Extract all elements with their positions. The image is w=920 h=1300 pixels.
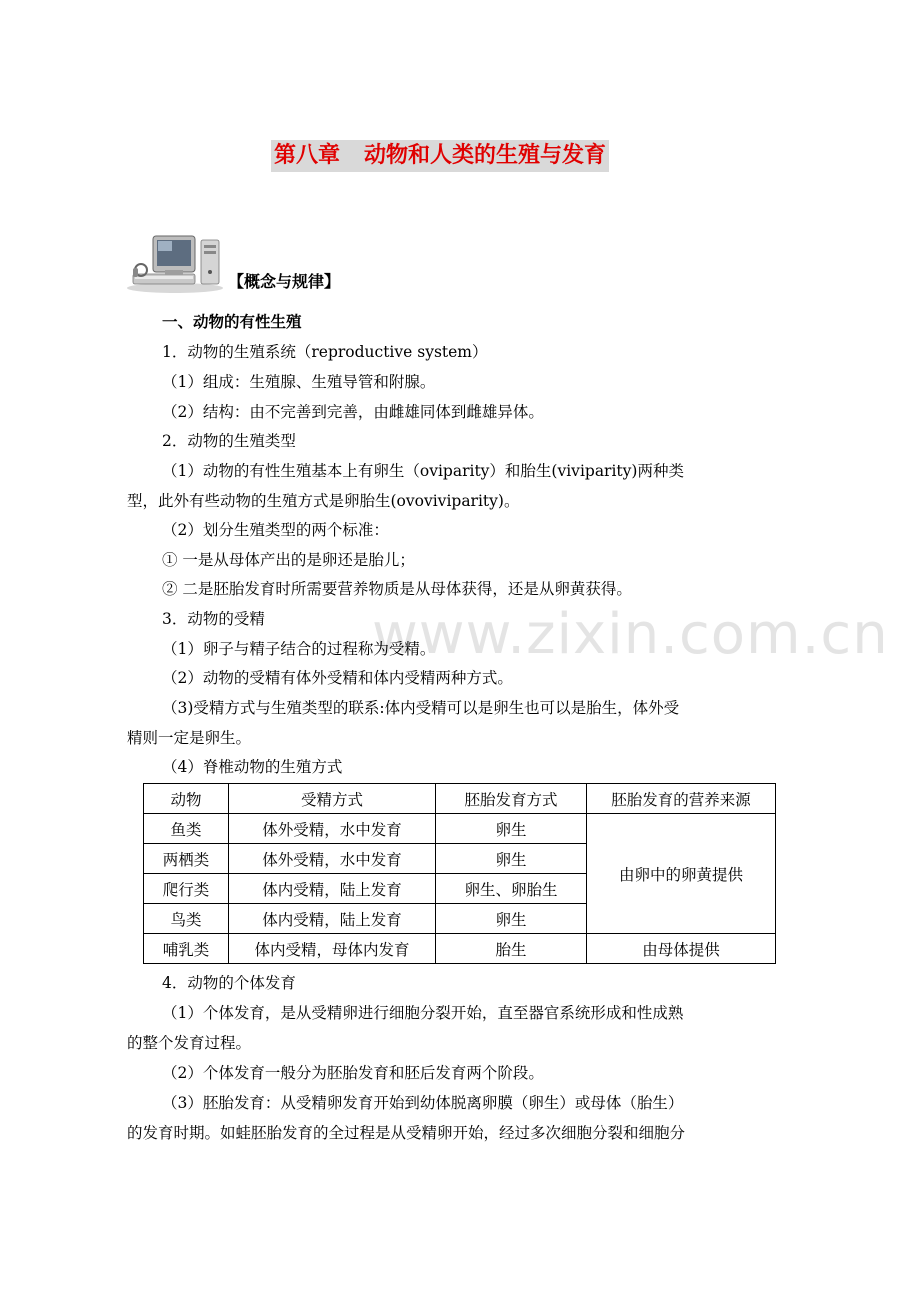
text-line: 的整个发育过程。 (127, 1034, 252, 1052)
table-cell: 体内受精，陆上发育 (229, 874, 436, 904)
text-line: （3)受精方式与生殖类型的联系:体内受精可以是卵生也可以是胎生，体外受 (162, 699, 680, 717)
chapter-title (271, 140, 609, 172)
table-cell: 卵生、卵胎生 (436, 874, 587, 904)
text-line: （2）动物的受精有体外受精和体内受精两种方式。 (162, 669, 513, 687)
table-header: 胚胎发育的营养来源 (587, 784, 776, 814)
table-cell: 卵生 (436, 904, 587, 934)
text-line: （4）脊椎动物的生殖方式 (162, 758, 343, 776)
text-line: （1）个体发育，是从受精卵进行细胞分裂开始，直至器官系统形成和性成熟 (162, 1004, 684, 1022)
table-cell: 胎生 (436, 934, 587, 964)
table-cell: 爬行类 (144, 874, 229, 904)
text-line: ② 二是胚胎发育时所需要营养物质是从母体获得，还是从卵黄获得。 (162, 580, 632, 598)
table-cell: 鱼类 (144, 814, 229, 844)
table-row (144, 934, 776, 964)
text-line: （1）组成：生殖腺、生殖导管和附腺。 (162, 373, 436, 391)
text-line: 1．动物的生殖系统（reproductive system） (162, 343, 488, 361)
text-line: 2．动物的生殖类型 (162, 432, 296, 450)
table-row (144, 814, 776, 844)
reproduction-table (143, 783, 776, 964)
table-header: 胚胎发育方式 (436, 784, 587, 814)
table-cell: 体外受精，水中发育 (229, 844, 436, 874)
computer-icon (125, 230, 225, 294)
table-cell-merged: 由卵中的卵黄提供 (587, 814, 776, 934)
section-heading: 【概念与规律】 (228, 272, 341, 291)
text-line: 型，此外有些动物的生殖方式是卵胎生(ovoviviparity)。 (127, 492, 520, 510)
text-line: 3．动物的受精 (162, 610, 265, 628)
chapter-name: 动物和人类的生殖与发育 (364, 143, 607, 168)
text-line: 精则一定是卵生。 (127, 729, 252, 747)
table-cell: 两栖类 (144, 844, 229, 874)
text-line: （2）划分生殖类型的两个标准： (162, 521, 389, 539)
table-cell: 体内受精，母体内发育 (229, 934, 436, 964)
chapter-number: 第八章 (274, 143, 341, 168)
text-line: （2）个体发育一般分为胚胎发育和胚后发育两个阶段。 (162, 1064, 544, 1082)
text-line: （2）结构：由不完善到完善，由雌雄同体到雌雄异体。 (162, 403, 544, 421)
heading-sexual-reproduction: 一、动物的有性生殖 (162, 313, 302, 331)
table-cell: 卵生 (436, 814, 587, 844)
table-cell: 体外受精，水中发育 (229, 814, 436, 844)
text-line: （3）胚胎发育：从受精卵发育开始到幼体脱离卵膜（卵生）或母体（胎生） (162, 1094, 684, 1112)
table-cell: 哺乳类 (144, 934, 229, 964)
watermark: www.zixin.com.cn (372, 602, 889, 667)
table-cell: 卵生 (436, 844, 587, 874)
table-cell: 体内受精，陆上发育 (229, 904, 436, 934)
table-header: 受精方式 (229, 784, 436, 814)
table-cell: 鸟类 (144, 904, 229, 934)
text-line: （1）动物的有性生殖基本上有卵生（oviparity）和胎生(viviparity)两种类 (162, 462, 684, 480)
table-header: 动物 (144, 784, 229, 814)
text-line: 的发育时期。如蛙胚胎发育的全过程是从受精卵开始，经过多次细胞分裂和细胞分 (127, 1124, 686, 1142)
table-header-row (144, 784, 776, 814)
text-line: ① 一是从母体产出的是卵还是胎儿； (162, 551, 415, 569)
table-cell: 由母体提供 (587, 934, 776, 964)
text-line: （1）卵子与精子结合的过程称为受精。 (162, 640, 436, 658)
text-line: 4．动物的个体发育 (162, 974, 296, 992)
